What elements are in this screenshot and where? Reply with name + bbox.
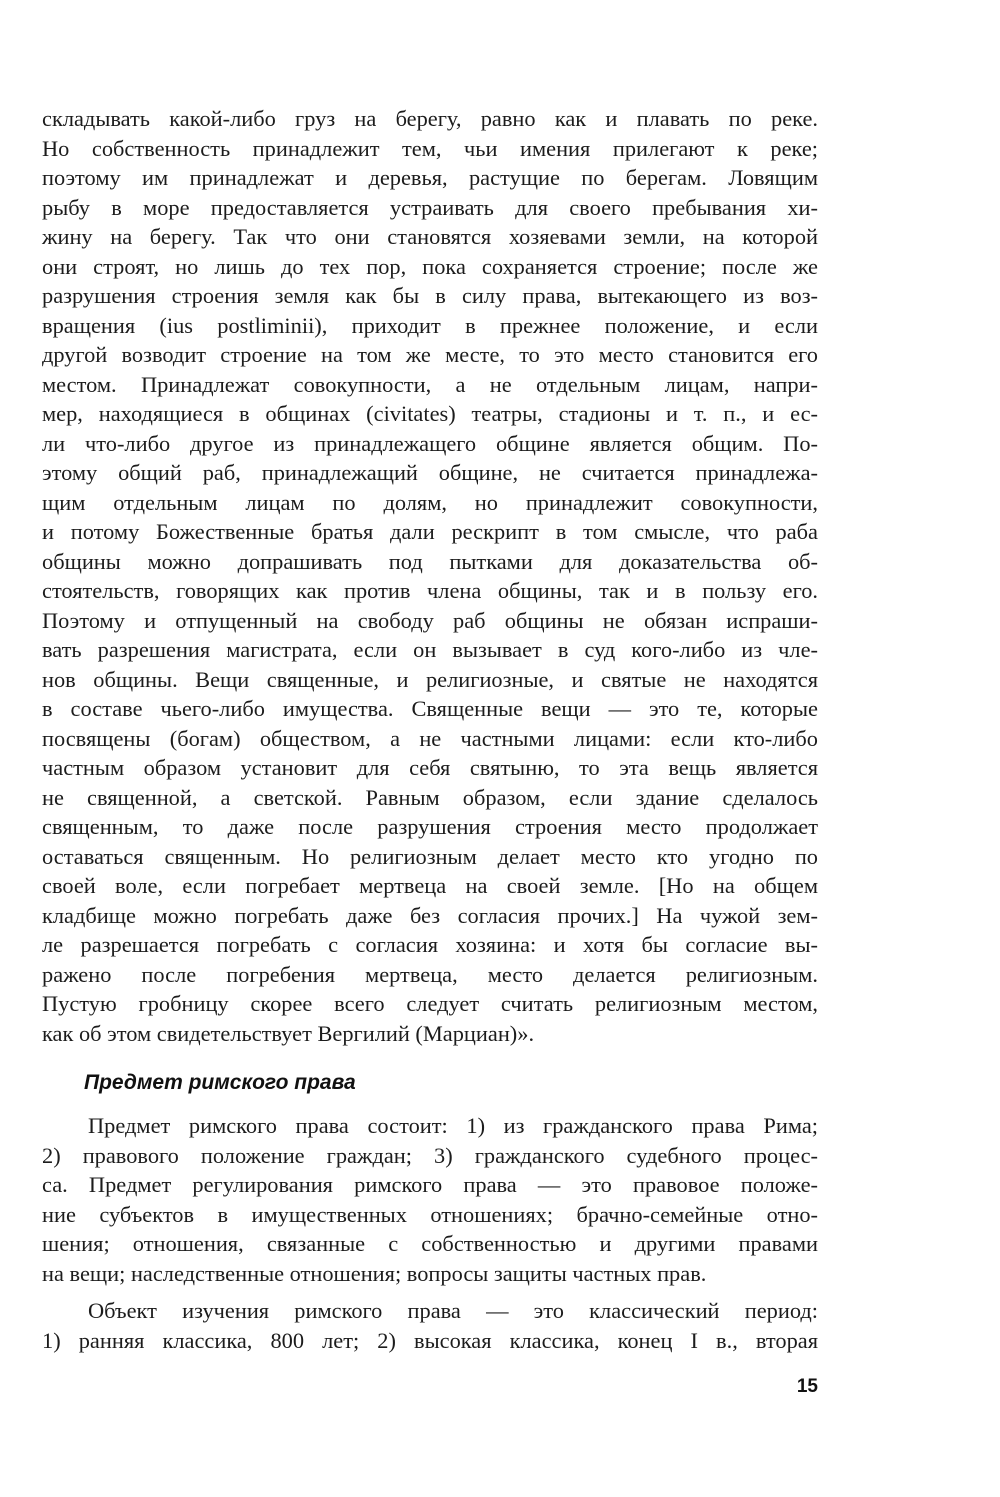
body-line: как об этом свидетельствует Вергилий (Марциан)». <box>42 1020 535 1046</box>
paragraph-object <box>42 1296 818 1355</box>
body-line: ли что-либо другое из принадлежащего общине является общим. По- <box>42 430 818 456</box>
paragraph-gap <box>42 1288 818 1296</box>
body-line: этому общий раб, принадлежащий общине, не считается принадлежа- <box>42 460 818 485</box>
paragraph-subject <box>42 1111 818 1288</box>
body-line: разрушения строения земля как бы в силу права, вытекающего из воз- <box>42 283 818 308</box>
body-line: другой возводит строение на том же месте, то это место становится его <box>42 342 818 367</box>
body-line: стоятельств, говорящих как против члена общины, так и в пользу его. <box>42 578 818 603</box>
body-text-block <box>42 104 818 1048</box>
body-line: и потому Божественные братья дали рескрипт в том смысле, что раба <box>42 519 818 544</box>
body-line: посвящены (богам) обществом, а не частными лицами: если кто-либо <box>42 725 818 751</box>
body-line: рыбу в море предоставляется устраивать для своего пребывания хи- <box>42 194 818 220</box>
body-line: вращения (ius postliminii), приходит в прежнее положение, и если <box>42 312 818 338</box>
body-line: оставаться священным. Но религиозным делает место кто угодно по <box>42 843 818 869</box>
body-line: щим отдельным лицам по долям, но принадлежит совокупности, <box>42 489 818 515</box>
body-line: не священной, а светской. Равным образом, если здание сделалось <box>42 784 818 810</box>
paragraph-line: 2) правового положение граждан; 3) гражданского судебного процес- <box>42 1142 818 1168</box>
paragraph-line: ние субъектов в имущественных отношениях; брачно-семейные отно- <box>42 1201 818 1227</box>
body-line: в составе чьего-либо имущества. Священные вещи — это те, которые <box>42 696 818 721</box>
body-line: Пустую гробницу скорее всего следует считать религиозным местом, <box>42 991 818 1016</box>
paragraph-line: на вещи; наследственные отношения; вопросы защиты частных прав. <box>42 1260 707 1286</box>
body-line: ражено после погребения мертвеца, место делается религиозным. <box>42 961 818 987</box>
paragraph-line: Предмет римского права состоит: 1) из гражданского права Рима; <box>88 1113 818 1138</box>
body-line: Но собственность принадлежит тем, чьи имения прилегают к реке; <box>42 135 818 161</box>
body-line: жину на берегу. Так что они становятся хозяевами земли, на которой <box>42 224 818 249</box>
paragraph-line: са. Предмет регулирования римского права — это правовое положе- <box>42 1172 818 1197</box>
body-line: вать разрешения магистрата, если он вызывает в суд кого-либо из чле- <box>42 637 818 662</box>
body-line: Поэтому и отпущенный на свободу раб общины не обязан испраши- <box>42 607 818 633</box>
page-number: 15 <box>796 1376 818 1397</box>
body-line: частным образом установит для себя святыню, то эта вещь является <box>42 755 818 780</box>
body-line: своей воле, если погребает мертвеца на своей земле. [Но на общем <box>42 873 818 898</box>
page-body <box>42 104 818 1355</box>
body-line: складывать какой-либо груз на берегу, равно как и плавать по реке. <box>42 106 818 131</box>
body-line: священным, то даже после разрушения строения место продолжает <box>42 814 818 839</box>
body-line: поэтому им принадлежат и деревья, растущие по берегам. Ловящим <box>42 165 818 190</box>
body-line: кладбище можно погребать даже без согласия прочих.] На чужой зем- <box>42 902 818 928</box>
paragraph-line: 1) ранняя классика, 800 лет; 2) высокая классика, конец I в., вторая <box>42 1327 818 1353</box>
body-line: они строят, но лишь до тех пор, пока сохраняется строение; после же <box>42 253 818 279</box>
body-line: мер, находящиеся в общинах (civitates) театры, стадионы и т. п., и ес- <box>42 401 818 426</box>
body-line: местом. Принадлежат совокупности, а не отдельным лицам, напри- <box>42 371 818 397</box>
paragraph-line: Объект изучения римского права — это классический период: <box>88 1298 818 1323</box>
body-line: нов общины. Вещи священные, и религиозные, и святые не находятся <box>42 666 818 692</box>
section-heading: Предмет римского права <box>84 1071 356 1094</box>
paragraph-line: шения; отношения, связанные с собственностью и другими правами <box>42 1231 818 1256</box>
body-line: общины можно допрашивать под пытками для доказательства об- <box>42 548 818 574</box>
body-line: ле разрешается погребать с согласия хозяина: и хотя бы согласие вы- <box>42 932 818 957</box>
